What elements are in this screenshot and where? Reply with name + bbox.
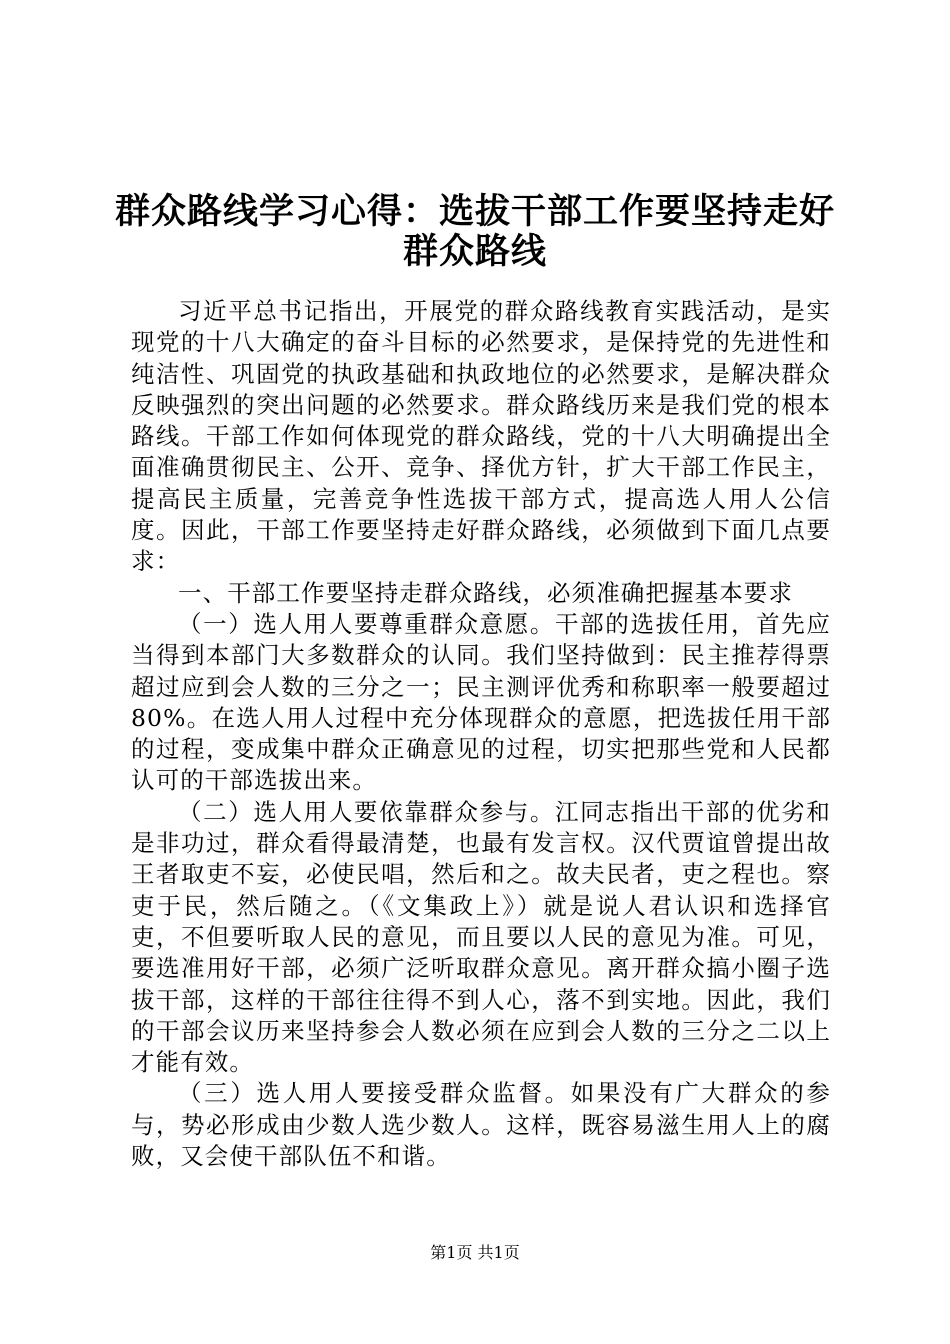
document-body [131,296,831,1172]
paragraph-intro: 习近平总书记指出，开展党的群众路线教育实践活动，是实现党的十八大确定的奋斗目标的必然要求，是保持党的先进性和纯洁性、巩固党的执政基础和执政地位的必然要求，是解决群众反映强烈的突出问题的必然要求。群众路线历来是我们党的根本路线。干部工作如何体现党的群众路线，党的十八大明确提出全面准确贯彻民主、公开、竞争、择优方针，扩大干部工作民主，提高民主质量，完善竞争性选拔干部方式，提高选人用人公信度。因此，干部工作要坚持走好群众路线，必须做到下面几点要求： [131,297,831,576]
document-title-line-2: 群众路线 [402,231,547,272]
page-footer: 第1页 共1页 [430,1243,520,1262]
section-heading-1: 一、干部工作要坚持走群众路线，必须准确把握基本要求 [178,578,793,607]
paragraph-item-2: （二）选人用人要依靠群众参与。江同志指出干部的优劣和是非功过，群众看得最清楚，也最有发言权。汉代贾谊曾提出故王者取吏不妄，必使民唱，然后和之。故夫民者，吏之程也。察吏于民，然后随之。（《文集政上》）就是说人君认识和选择官吏，不但要听取人民的意见，而且要以人民的意见为准。可见，要选准用好干部，必须广泛听取群众意见。离开群众搞小圈子选拔干部，这样的干部往往得不到人心，落不到实地。因此，我们的干部会议历来坚持参会人数必须在应到会人数的三分之二以上才能有效。 [131,797,831,1077]
paragraph-item-3: （三）选人用人要接受群众监督。如果没有广大群众的参与，势必形成由少数人选少数人。这样，既容易滋生用人上的腐败，又会使干部队伍不和谐。 [131,1079,831,1171]
document-title-line-1: 群众路线学习心得：选拔干部工作要坚持走好 [114,191,835,232]
paragraph-item-1: （一）选人用人要尊重群众意愿。干部的选拔任用，首先应当得到本部门大多数群众的认同。我们坚持做到：民主推荐得票超过应到会人数的三分之一；民主测评优秀和称职率一般要超过80%。在选人用人过程中充分体现群众的意愿，把选拔任用干部的过程，变成集中群众正确意见的过程，切实把那些党和人民都认可的干部选拔出来。 [131,609,831,795]
